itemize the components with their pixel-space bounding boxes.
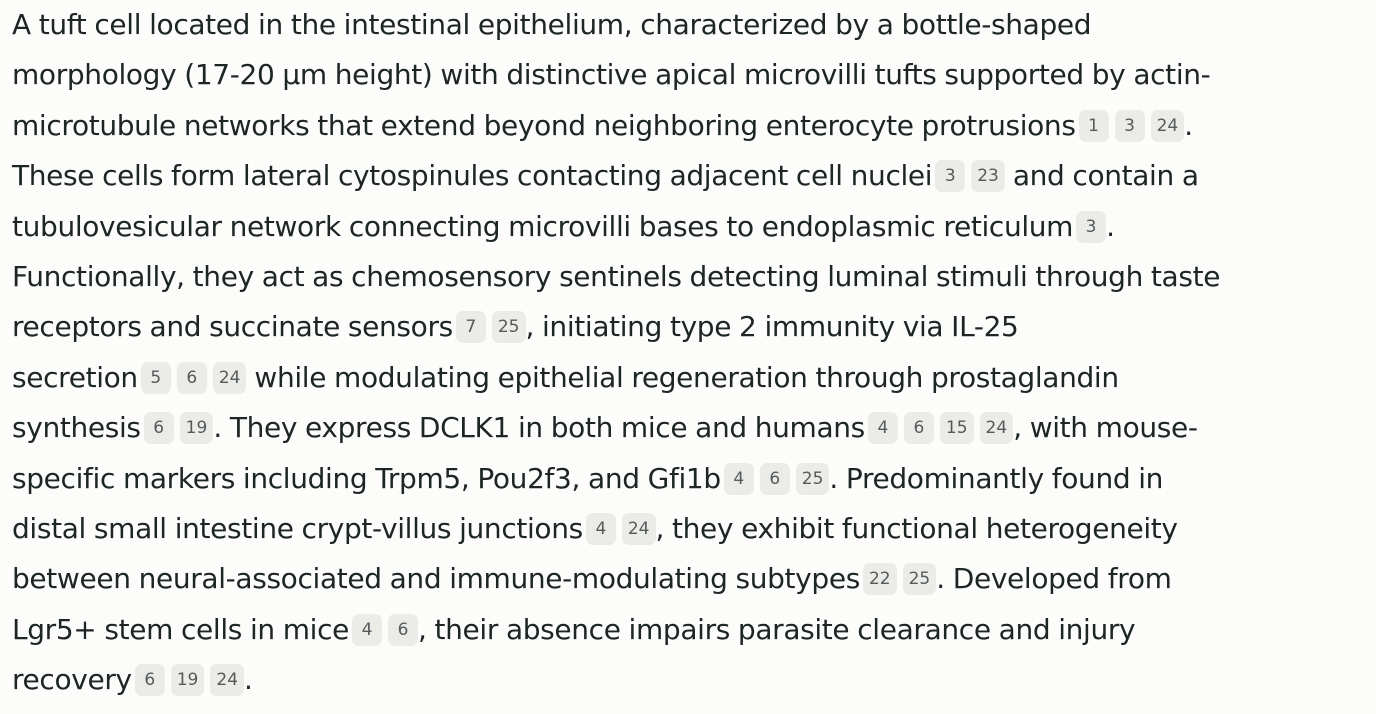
text-run: , their absence impairs parasite clearance and injury [418, 612, 1136, 646]
citation-badge[interactable]: 25 [796, 463, 830, 495]
citation-badge[interactable]: 24 [980, 412, 1014, 444]
citation-badge[interactable]: 7 [456, 311, 486, 343]
text-run: . [1184, 108, 1193, 142]
citation-badge[interactable]: 23 [971, 160, 1005, 192]
citation-group [135, 663, 244, 696]
citation-group [456, 310, 526, 343]
text-line [12, 504, 1362, 554]
text-line [12, 353, 1362, 403]
text-run: receptors and succinate sensors [12, 310, 453, 344]
text-line [12, 50, 1362, 100]
text-run: . They express DCLK1 in both mice and humans [213, 411, 865, 445]
citation-group [586, 512, 656, 545]
text-run: . [244, 663, 253, 697]
text-line [12, 151, 1362, 201]
text-line [12, 252, 1362, 302]
text-run: Lgr5+ stem cells in mice [12, 612, 349, 646]
citation-group [1079, 109, 1185, 142]
text-run: . Developed from [936, 562, 1172, 596]
citation-badge[interactable]: 19 [180, 412, 214, 444]
citation-badge[interactable]: 4 [868, 412, 898, 444]
citation-badge[interactable]: 22 [863, 563, 897, 595]
text-run: recovery [12, 663, 132, 697]
text-run: specific markers including Trpm5, Pou2f3, and Gfi1b [12, 461, 721, 495]
text-run: , initiating type 2 immunity via IL-25 [525, 310, 1019, 344]
citation-badge[interactable]: 5 [141, 362, 171, 394]
citation-badge[interactable]: 24 [622, 513, 656, 545]
citation-badge[interactable]: 3 [1115, 110, 1145, 142]
citation-badge[interactable]: 4 [352, 614, 382, 646]
citation-badge[interactable]: 6 [904, 412, 934, 444]
text-run: tubulovesicular network connecting microvilli bases to endoplasmic reticulum [12, 209, 1074, 243]
text-run: . [1106, 209, 1115, 243]
citation-badge[interactable]: 4 [724, 463, 754, 495]
text-run: distal small intestine crypt-villus junctions [12, 511, 583, 545]
citation-badge[interactable]: 24 [210, 664, 244, 696]
citation-badge[interactable]: 1 [1079, 110, 1109, 142]
text-run: A tuft cell located in the intestinal epithelium, characterized by a bottle-shaped [12, 8, 1092, 41]
citation-badge[interactable]: 24 [1151, 110, 1185, 142]
citation-badge[interactable]: 19 [171, 664, 205, 696]
text-line [12, 655, 1362, 705]
citation-group [144, 411, 214, 444]
text-run: secretion [12, 360, 138, 394]
citation-badge[interactable]: 25 [903, 563, 937, 595]
text-line [12, 403, 1362, 453]
text-line [12, 101, 1362, 151]
citation-badge[interactable]: 6 [144, 412, 174, 444]
text-line [12, 302, 1362, 352]
citation-badge[interactable]: 25 [492, 311, 526, 343]
citation-badge[interactable]: 24 [213, 362, 247, 394]
citation-group [863, 562, 936, 595]
document-paragraph [12, 0, 1362, 705]
citation-badge[interactable]: 15 [940, 412, 974, 444]
text-line [12, 0, 1362, 50]
citation-group [141, 361, 247, 394]
text-run: Functionally, they act as chemosensory sentinels detecting luminal stimuli through taste [12, 259, 1221, 293]
text-run: synthesis [12, 411, 141, 445]
citation-group [1076, 210, 1106, 243]
citation-group [868, 411, 1013, 444]
text-line [12, 454, 1362, 504]
citation-group [935, 159, 1005, 192]
text-run: and contain a [1004, 159, 1199, 193]
text-run: microtubule networks that extend beyond neighboring enterocyte protrusions [12, 108, 1076, 142]
text-run: , with mouse- [1013, 411, 1198, 445]
citation-group [724, 462, 830, 495]
text-run: while modulating epithelial regeneration through prostaglandin [246, 360, 1119, 394]
citation-badge[interactable]: 6 [760, 463, 790, 495]
text-run: , they exhibit functional heterogeneity [655, 511, 1178, 545]
citation-group [352, 613, 418, 646]
citation-badge[interactable]: 6 [135, 664, 165, 696]
citation-badge[interactable]: 6 [388, 614, 418, 646]
citation-badge[interactable]: 6 [177, 362, 207, 394]
citation-badge[interactable]: 3 [935, 160, 965, 192]
text-run: . Predominantly found in [829, 461, 1164, 495]
text-line [12, 202, 1362, 252]
text-run: morphology (17-20 μm height) with distinctive apical microvilli tufts supported by actin- [12, 58, 1211, 92]
text-run: between neural-associated and immune-modulating subtypes [12, 562, 860, 596]
citation-badge[interactable]: 4 [586, 513, 616, 545]
citation-badge[interactable]: 3 [1076, 211, 1106, 243]
text-run: These cells form lateral cytospinules contacting adjacent cell nuclei [12, 159, 933, 193]
text-line [12, 605, 1362, 655]
text-line [12, 554, 1362, 604]
